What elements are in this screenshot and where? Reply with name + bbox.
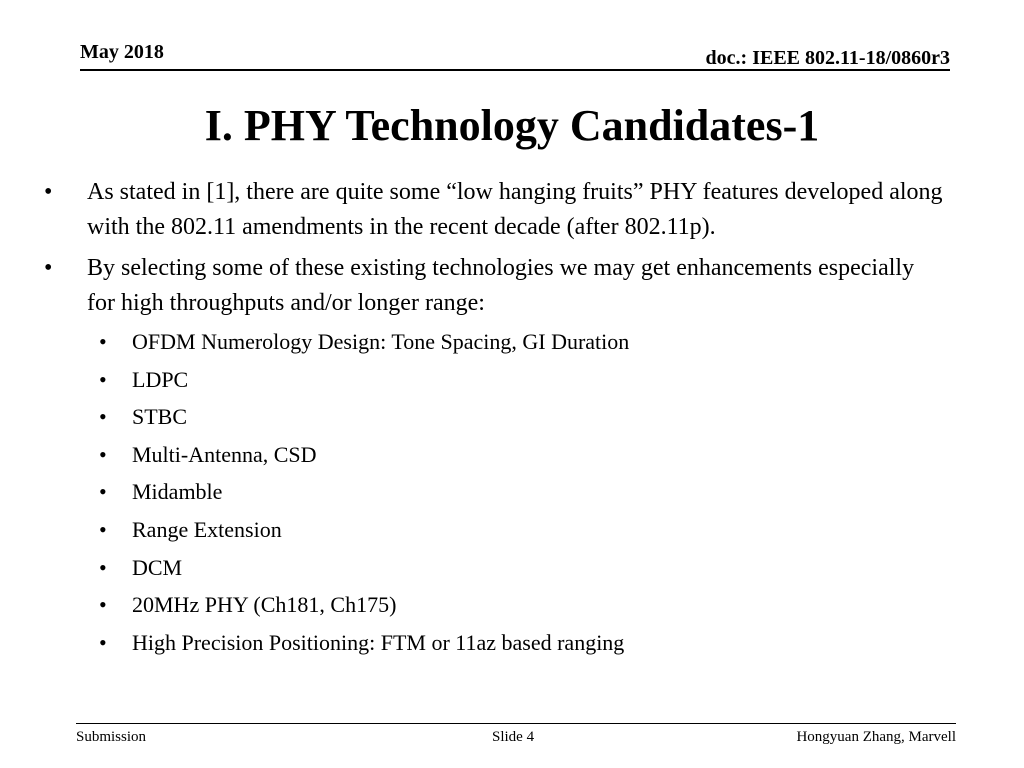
sub-bullet-text: DCM: [132, 554, 183, 580]
bullet-dot-icon: •: [44, 179, 53, 205]
sub-bullet-text: OFDM Numerology Design: Tone Spacing, GI Duration: [132, 329, 630, 354]
sub-bullet-text: LDPC: [132, 366, 189, 392]
sub-bullet-list: [0, 327, 1024, 658]
bullet-dot-icon: •: [99, 629, 107, 655]
sub-bullet-text: High Precision Positioning: FTM or 11az based ranging: [132, 629, 625, 655]
bullet-dot-icon: •: [99, 592, 107, 618]
sub-bullet-text: Midamble: [132, 479, 223, 505]
sub-bullet-item: [0, 402, 1024, 432]
bullet-item: [0, 175, 947, 245]
bullet-text: By selecting some of these existing technologies we may get enhancements especially for high throughputs and/or longer range:: [87, 255, 915, 316]
sub-bullet-text: STBC: [132, 404, 188, 430]
slide-title: I. PHY Technology Candidates-1: [204, 101, 820, 150]
bullet-dot-icon: •: [99, 366, 107, 392]
sub-bullet-text: Multi-Antenna, CSD: [132, 441, 317, 467]
sub-bullet-item: [0, 327, 1024, 357]
footer-divider: [76, 723, 956, 724]
sub-bullet-item: [0, 440, 1024, 470]
sub-bullet-item: [0, 477, 1024, 507]
footer-submission: Submission: [76, 729, 147, 745]
header-doc-id: doc.: IEEE 802.11-18/0860r3: [705, 47, 950, 69]
slide-content: [0, 175, 1024, 665]
bullet-dot-icon: •: [44, 255, 53, 281]
bullet-text: As stated in [1], there are quite some “low hanging fruits” PHY features developed along with the 802.11 amendments in the recent decade (after 802.11p).: [87, 179, 943, 240]
sub-bullet-item: [0, 365, 1024, 395]
sub-bullet-item: [0, 628, 1024, 658]
bullet-dot-icon: •: [99, 554, 107, 580]
sub-bullet-item: [0, 590, 1024, 620]
bullet-dot-icon: •: [99, 441, 107, 467]
sub-bullet-item: [0, 553, 1024, 583]
footer-author: Hongyuan Zhang, Marvell: [796, 729, 956, 745]
footer-slide-number: Slide 4: [492, 729, 535, 745]
sub-bullet-text: Range Extension: [132, 516, 282, 542]
bullet-item: [0, 251, 947, 321]
sub-bullet-text: 20MHz PHY (Ch181, Ch175): [132, 592, 397, 618]
bullet-dot-icon: •: [99, 329, 107, 354]
bullet-dot-icon: •: [99, 516, 107, 542]
sub-bullet-item: [0, 515, 1024, 545]
header-divider: [80, 69, 950, 71]
bullet-dot-icon: •: [99, 404, 107, 430]
bullet-dot-icon: •: [99, 479, 107, 505]
header-date: May 2018: [80, 41, 164, 63]
